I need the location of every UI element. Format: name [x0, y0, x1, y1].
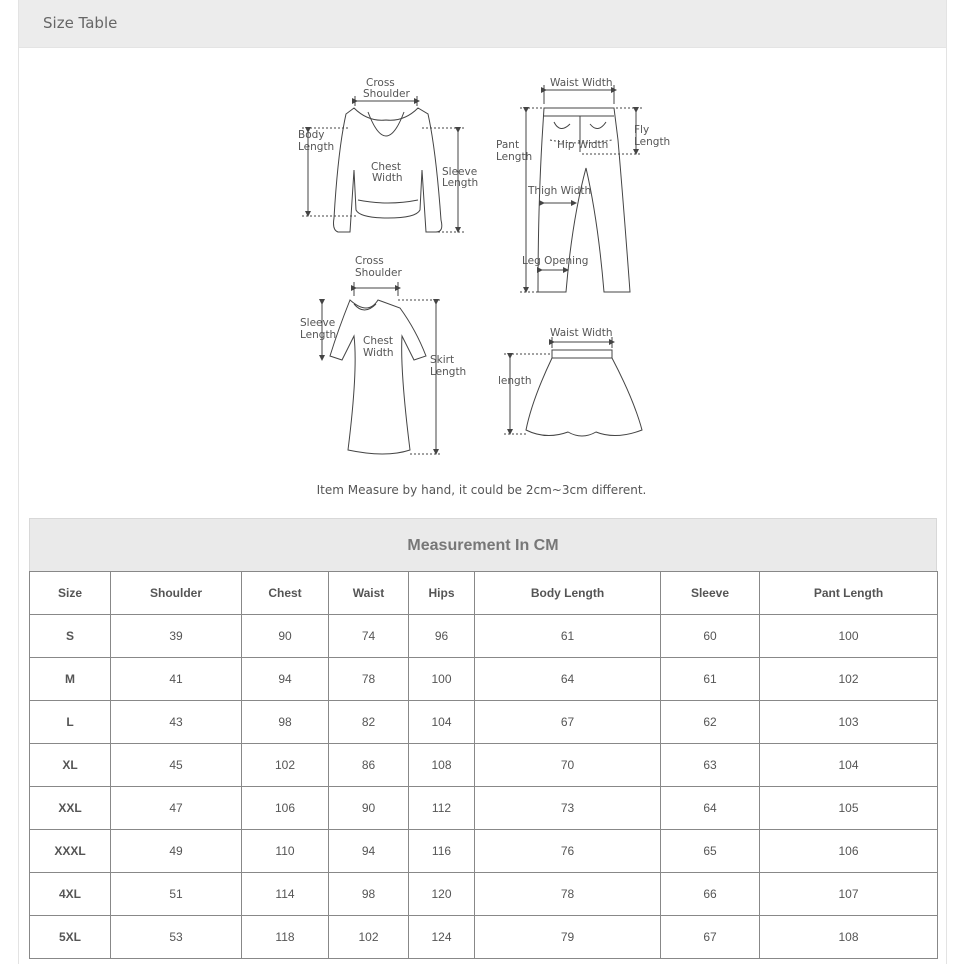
table-cell: 76 — [475, 830, 661, 873]
table-cell: 105 — [760, 787, 938, 830]
table-cell: 90 — [242, 615, 329, 658]
size-cell: XXXL — [30, 830, 111, 873]
table-cell: 98 — [329, 873, 409, 916]
table-cell: 47 — [111, 787, 242, 830]
measurement-table — [29, 518, 937, 959]
table-row — [30, 701, 938, 744]
label-cross-shoulder-dress-2: Shoulder — [355, 267, 402, 279]
label-hip-width: Hip Width — [557, 139, 609, 151]
label-chest-width-top-2: Width — [372, 172, 403, 184]
table-cell: 112 — [409, 787, 475, 830]
table-cell: 62 — [661, 701, 760, 744]
size-cell: L — [30, 701, 111, 744]
size-cell: 5XL — [30, 916, 111, 959]
label-waist-width-pants: Waist Width — [550, 77, 613, 89]
table-cell: 64 — [661, 787, 760, 830]
panel-title: Size Table — [43, 14, 118, 32]
table-cell: 82 — [329, 701, 409, 744]
table-row — [30, 830, 938, 873]
table-cell: 106 — [760, 830, 938, 873]
skirt-illustration — [526, 350, 642, 436]
table-cell: 114 — [242, 873, 329, 916]
table-cell: 65 — [661, 830, 760, 873]
table-cell: 53 — [111, 916, 242, 959]
label-chest-width-top: Chest — [371, 161, 402, 173]
label-leg-opening: Leg Opening — [522, 255, 589, 267]
table-cell: 100 — [409, 658, 475, 701]
table-cell: 63 — [661, 744, 760, 787]
panel-header — [19, 0, 946, 48]
label-cross-shoulder-top: Cross — [366, 77, 395, 89]
label-pant-length-2: Length — [496, 151, 533, 163]
column-header: Pant Length — [760, 572, 938, 615]
table-cell: 86 — [329, 744, 409, 787]
size-cell: S — [30, 615, 111, 658]
table-cell: 78 — [329, 658, 409, 701]
table-row — [30, 787, 938, 830]
label-chest-width-dress-2: Width — [363, 347, 394, 359]
label-fly-length: Fly — [634, 124, 650, 136]
label-fly-length-2: Length — [634, 136, 671, 148]
label-cross-shoulder-dress: Cross — [355, 255, 384, 267]
size-cell: 4XL — [30, 873, 111, 916]
table-row — [30, 916, 938, 959]
label-sleeve-length-top-2: Length — [442, 177, 479, 189]
column-header: Sleeve — [661, 572, 760, 615]
garment-illustrations — [276, 60, 671, 470]
table-row — [30, 744, 938, 787]
table-cell: 60 — [661, 615, 760, 658]
table-header-row — [30, 572, 938, 615]
table-cell: 78 — [475, 873, 661, 916]
table-cell: 110 — [242, 830, 329, 873]
table-cell: 106 — [242, 787, 329, 830]
table-cell: 124 — [409, 916, 475, 959]
table-cell: 104 — [409, 701, 475, 744]
table-title: Measurement In CM — [29, 518, 937, 571]
table-cell: 73 — [475, 787, 661, 830]
table-cell: 45 — [111, 744, 242, 787]
table-cell: 64 — [475, 658, 661, 701]
column-header: Body Length — [475, 572, 661, 615]
table-cell: 90 — [329, 787, 409, 830]
table-cell: 51 — [111, 873, 242, 916]
table-cell: 103 — [760, 701, 938, 744]
column-header: Chest — [242, 572, 329, 615]
table-cell: 104 — [760, 744, 938, 787]
measurement-note: Item Measure by hand, it could be 2cm~3cm different. — [316, 483, 647, 497]
table-cell: 66 — [661, 873, 760, 916]
column-header: Waist — [329, 572, 409, 615]
table-cell: 102 — [329, 916, 409, 959]
table-cell: 98 — [242, 701, 329, 744]
column-header: Shoulder — [111, 572, 242, 615]
label-chest-width-dress: Chest — [363, 335, 394, 347]
measurement-diagram — [276, 60, 671, 470]
label-cross-shoulder-top-2: Shoulder — [363, 88, 410, 100]
table-cell: 94 — [329, 830, 409, 873]
table-cell: 102 — [760, 658, 938, 701]
label-body-length-2: Length — [298, 141, 335, 153]
table-cell: 116 — [409, 830, 475, 873]
size-cell: XL — [30, 744, 111, 787]
size-cell: XXL — [30, 787, 111, 830]
table-cell: 67 — [661, 916, 760, 959]
table-cell: 120 — [409, 873, 475, 916]
label-thigh-width: Thigh Width — [528, 185, 592, 197]
label-pant-length: Pant — [496, 139, 520, 151]
column-header: Hips — [409, 572, 475, 615]
table-cell: 70 — [475, 744, 661, 787]
table-cell: 94 — [242, 658, 329, 701]
label-sleeve-length-dress-2: Length — [300, 329, 337, 341]
table-row — [30, 873, 938, 916]
table-cell: 49 — [111, 830, 242, 873]
table-cell: 61 — [475, 615, 661, 658]
table-cell: 74 — [329, 615, 409, 658]
table-cell: 107 — [760, 873, 938, 916]
label-skirt-length-short: length — [498, 375, 532, 387]
label-skirt-length-2: Length — [430, 366, 467, 378]
table-cell: 61 — [661, 658, 760, 701]
table-cell: 96 — [409, 615, 475, 658]
size-chart-table — [29, 571, 938, 959]
table-cell: 67 — [475, 701, 661, 744]
table-cell: 41 — [111, 658, 242, 701]
table-row — [30, 615, 938, 658]
label-waist-width-skirt: Waist Width — [550, 327, 613, 339]
label-sleeve-length-dress: Sleeve — [300, 317, 336, 329]
dress-illustration — [330, 300, 426, 454]
label-skirt-length: Skirt — [430, 354, 455, 366]
table-cell: 100 — [760, 615, 938, 658]
table-cell: 79 — [475, 916, 661, 959]
table-cell: 39 — [111, 615, 242, 658]
label-sleeve-length-top: Sleeve — [442, 166, 478, 178]
table-cell: 108 — [409, 744, 475, 787]
table-cell: 118 — [242, 916, 329, 959]
table-cell: 43 — [111, 701, 242, 744]
table-cell: 102 — [242, 744, 329, 787]
table-cell: 108 — [760, 916, 938, 959]
label-body-length: Body — [298, 129, 325, 141]
size-cell: M — [30, 658, 111, 701]
column-header: Size — [30, 572, 111, 615]
table-row — [30, 658, 938, 701]
